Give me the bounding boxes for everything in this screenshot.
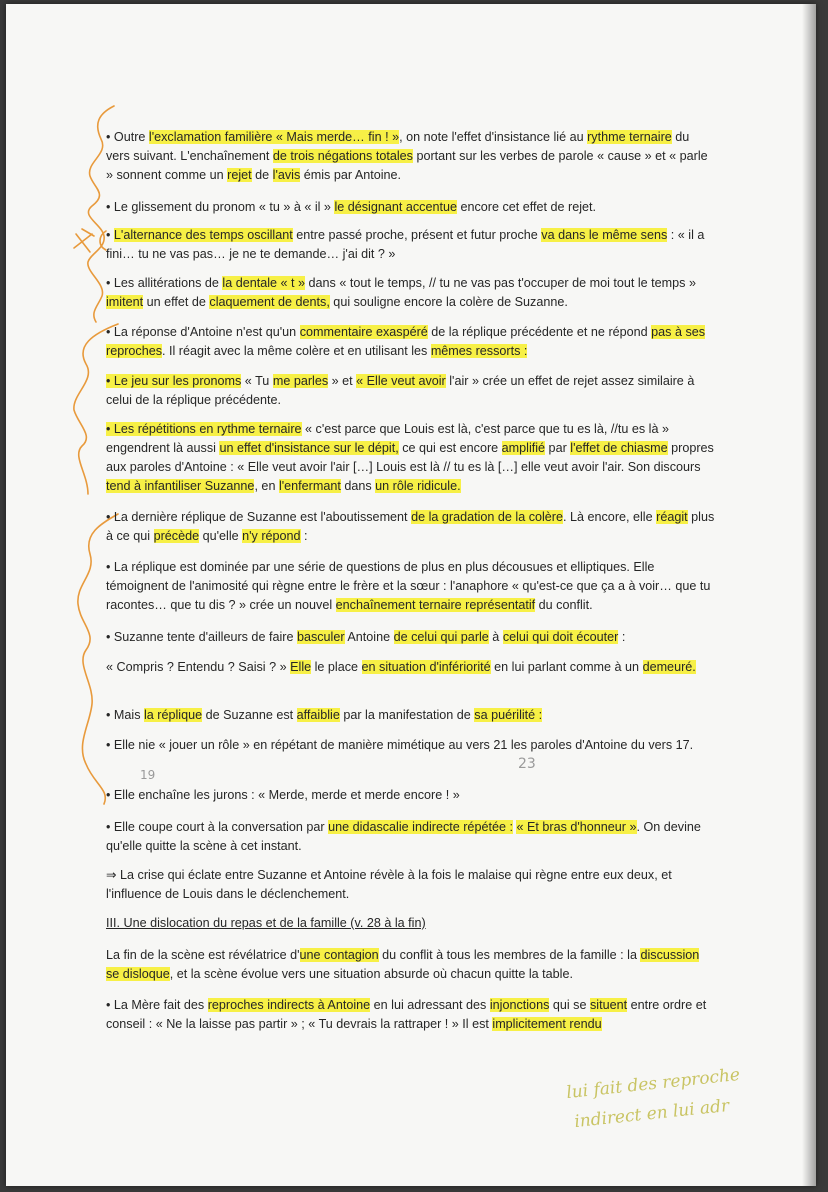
text-run: de la réplique précédente et ne répond xyxy=(427,325,652,339)
highlighted-text: sa puérilité : xyxy=(474,708,543,722)
text-run: plus à ce qui xyxy=(106,510,715,543)
text-run: • Elle enchaîne les jurons : « Merde, merde et merde encore ! » xyxy=(106,788,460,802)
text-run: • La réponse d'Antoine n'est qu'un xyxy=(106,325,300,339)
text-run: le place xyxy=(311,660,362,674)
highlighted-text: tend à infantiliser Suzanne xyxy=(106,479,255,493)
text-run: propres aux paroles d'Antoine : « Elle veut avoir l'air […] Louis est là // tu es là […] elle veut avoir l'air. Son discours xyxy=(106,441,714,474)
text-run: • Suzanne tente d'ailleurs de faire xyxy=(106,630,297,644)
text-run: » et xyxy=(328,374,357,388)
text-run: . Là encore, elle xyxy=(563,510,657,524)
text-run: « Tu xyxy=(241,374,273,388)
text-run: • Les allitérations de xyxy=(106,276,223,290)
handwritten-note-line-2: indirect en lui adr xyxy=(573,1095,731,1133)
text-run: du vers suivant. L'enchaînement xyxy=(106,130,690,163)
highlighted-text: pas à ses reproches xyxy=(106,325,706,358)
paragraph-1 xyxy=(106,128,716,185)
highlighted-text: l'effet de chiasme xyxy=(570,441,668,455)
text-run: • Elle coupe court à la conversation par xyxy=(106,820,329,834)
highlighted-text: affaiblie xyxy=(296,708,340,722)
highlighted-text: implicitement rendu xyxy=(492,1017,602,1031)
text-run: . Il réagit avec la même colère et en utilisant les xyxy=(162,344,431,358)
page-edge-shadow xyxy=(802,4,816,1186)
highlighted-text: de la gradation de la colère xyxy=(411,510,563,524)
highlighted-text: la dentale « t » xyxy=(222,276,306,290)
text-run: qui souligne encore la colère de Suzanne. xyxy=(329,295,568,309)
text-run: • La réplique est dominée par une série de questions de plus en plus décousues et elliptiques. Elle témoignent de l'animosité qui règne entre le frère et la sœur : l'anaphore « qu'est-ce que ça a à voir… que tu racontes… que tu dis ? » crée un nouvel xyxy=(106,560,711,612)
paragraph-13 xyxy=(106,736,716,755)
text-run: entre passé proche, présent et futur proche xyxy=(292,228,542,242)
text-run: Antoine xyxy=(344,630,394,644)
section-heading xyxy=(106,914,716,933)
paper-sheet xyxy=(6,4,816,1186)
highlighted-text: • Le jeu sur les pronoms xyxy=(106,374,242,388)
highlighted-text: situent xyxy=(589,998,628,1012)
text-run: encore cet effet de rejet. xyxy=(456,200,597,214)
text-run: entre ordre et conseil : « Ne la laisse pas partir » ; « Tu devrais la rattraper ! » Il est xyxy=(106,998,707,1031)
text-run: • xyxy=(106,228,114,242)
highlighted-text: demeuré. xyxy=(642,660,696,674)
text-run: • Le glissement du pronom « tu » à « il » xyxy=(106,200,335,214)
text-run: par xyxy=(545,441,571,455)
paragraph-7 xyxy=(106,420,716,496)
highlighted-text: réagit xyxy=(656,510,688,524)
paragraph-5 xyxy=(106,323,716,361)
highlighted-text: enchaînement ternaire représentatif xyxy=(335,598,536,612)
text-run: ⇒ La crise qui éclate entre Suzanne et Antoine révèle à la fois le malaise qui règne entre eux deux, et l'influence de Louis dans le déclenchement. xyxy=(106,868,672,901)
paragraph-18 xyxy=(106,946,716,984)
paragraph-4 xyxy=(106,274,716,312)
text-run: « Compris ? Entendu ? Saisi ? » xyxy=(106,660,291,674)
text-run: en lui adressant des xyxy=(370,998,490,1012)
text-run: de Suzanne est xyxy=(202,708,297,722)
text-run: : xyxy=(300,529,308,543)
text-run: : « il a fini… tu ne vas pas… je ne te demande… j'ai dit ? » xyxy=(106,228,705,261)
highlighted-text: • Les répétitions en rythme ternaire xyxy=(106,422,302,436)
highlighted-text: rejet xyxy=(227,168,252,182)
highlighted-text: amplifié xyxy=(501,441,546,455)
highlighted-text: imitent xyxy=(106,295,144,309)
text-run: • Mais xyxy=(106,708,144,722)
paragraph-12 xyxy=(106,706,716,725)
highlighted-text: reproches indirects à Antoine xyxy=(207,998,371,1012)
paragraph-3 xyxy=(106,226,716,264)
paragraph-19 xyxy=(106,996,716,1034)
handwritten-number-19: 19 xyxy=(140,768,156,782)
highlighted-text: un rôle ridicule. xyxy=(375,479,461,493)
highlighted-text: l'exclamation familière « Mais merde… fin ! » xyxy=(148,130,400,144)
highlighted-text: la réplique xyxy=(144,708,203,722)
text-run: qui se xyxy=(549,998,590,1012)
text-run: « c'est parce que Louis est là, c'est parce que tu es là, //tu es là » engendrent là aussi xyxy=(106,422,669,455)
paragraph-8 xyxy=(106,508,716,546)
paragraph-16 xyxy=(106,866,716,904)
highlighted-text: de trois négations totales xyxy=(272,149,413,163)
text-run: , et la scène évolue vers une situation absurde où chacun quitte la table. xyxy=(169,967,573,981)
text-run: • Elle nie « jouer un rôle » en répétant de manière mimétique au vers 21 les paroles d'Antoine du vers 17. xyxy=(106,738,694,752)
text-run: : xyxy=(618,630,626,644)
paragraph-10 xyxy=(106,628,716,647)
text-run: par la manifestation de xyxy=(339,708,475,722)
highlighted-text: commentaire exaspéré xyxy=(299,325,428,339)
highlighted-text: injonctions xyxy=(489,998,550,1012)
highlighted-text: en situation d'infériorité xyxy=(361,660,491,674)
highlighted-text: une contagion xyxy=(299,948,379,962)
highlighted-text: va dans le même sens xyxy=(541,228,668,242)
text-run: un effet de xyxy=(143,295,210,309)
text-run: • La dernière réplique de Suzanne est l'aboutissement xyxy=(106,510,412,524)
paragraph-2 xyxy=(106,198,716,217)
text-run: ce qui est encore xyxy=(398,441,502,455)
text-run: dans « tout le temps, // tu ne vas pas t'occuper de moi tout le temps » xyxy=(305,276,696,290)
highlighted-text: discussion se disloque xyxy=(106,948,700,981)
highlighted-text: L'alternance des temps oscillant xyxy=(113,228,293,242)
highlighted-text: « Elle veut avoir xyxy=(356,374,446,388)
text-run: l'air » crée un effet de rejet assez similaire à celui de la réplique précédente. xyxy=(106,374,695,407)
highlighted-text: me parles xyxy=(272,374,329,388)
highlighted-text: mêmes ressorts : xyxy=(430,344,528,358)
highlighted-text: « Et bras d'honneur » xyxy=(516,820,637,834)
text-run: en lui parlant comme à un xyxy=(490,660,643,674)
highlighted-text: n'y répond xyxy=(242,529,301,543)
text-run: qu'elle xyxy=(199,529,243,543)
paragraph-9 xyxy=(106,558,716,615)
handwritten-number-23: 23 xyxy=(518,756,536,772)
highlighted-text: une didascalie indirecte répétée : xyxy=(328,820,513,834)
text-run: dans xyxy=(340,479,376,493)
text-run: émis par Antoine. xyxy=(300,168,402,182)
text-run: III. Une dislocation du repas et de la famille (v. 28 à la fin) xyxy=(106,916,426,930)
text-run: . On devine qu'elle quitte la scène à cet instant. xyxy=(106,820,701,853)
paragraph-14 xyxy=(106,786,716,805)
highlighted-text: précède xyxy=(153,529,200,543)
highlighted-text: rythme ternaire xyxy=(587,130,672,144)
highlighted-text: Elle xyxy=(290,660,312,674)
text-run: du conflit à tous les membres de la famille : la xyxy=(378,948,641,962)
paragraph-11 xyxy=(106,658,716,677)
text-run: de xyxy=(251,168,273,182)
text-run: La fin de la scène est révélatrice d' xyxy=(106,948,300,962)
text-run: portant sur les verbes de parole « cause » et « parle » sonnent comme un xyxy=(106,149,708,182)
highlighted-text: un effet d'insistance sur le dépit, xyxy=(219,441,399,455)
highlighted-text: l'enfermant xyxy=(278,479,341,493)
text-run: à xyxy=(488,630,503,644)
text-run: du conflit. xyxy=(535,598,593,612)
highlighted-text: l'avis xyxy=(272,168,301,182)
highlighted-text: claquement de dents, xyxy=(209,295,330,309)
highlighted-text: le désignant accentue xyxy=(334,200,457,214)
handwritten-note-line-1: lui fait des reproche xyxy=(565,1064,741,1104)
highlighted-text: de celui qui parle xyxy=(393,630,489,644)
text-run: • Outre xyxy=(106,130,149,144)
highlighted-text: basculer xyxy=(296,630,345,644)
text-run: • La Mère fait des xyxy=(106,998,208,1012)
paragraph-6 xyxy=(106,372,716,410)
text-run: , on note l'effet d'insistance lié au xyxy=(399,130,588,144)
paragraph-15 xyxy=(106,818,716,856)
text-run: , en xyxy=(254,479,279,493)
highlighted-text: celui qui doit écouter xyxy=(502,630,619,644)
